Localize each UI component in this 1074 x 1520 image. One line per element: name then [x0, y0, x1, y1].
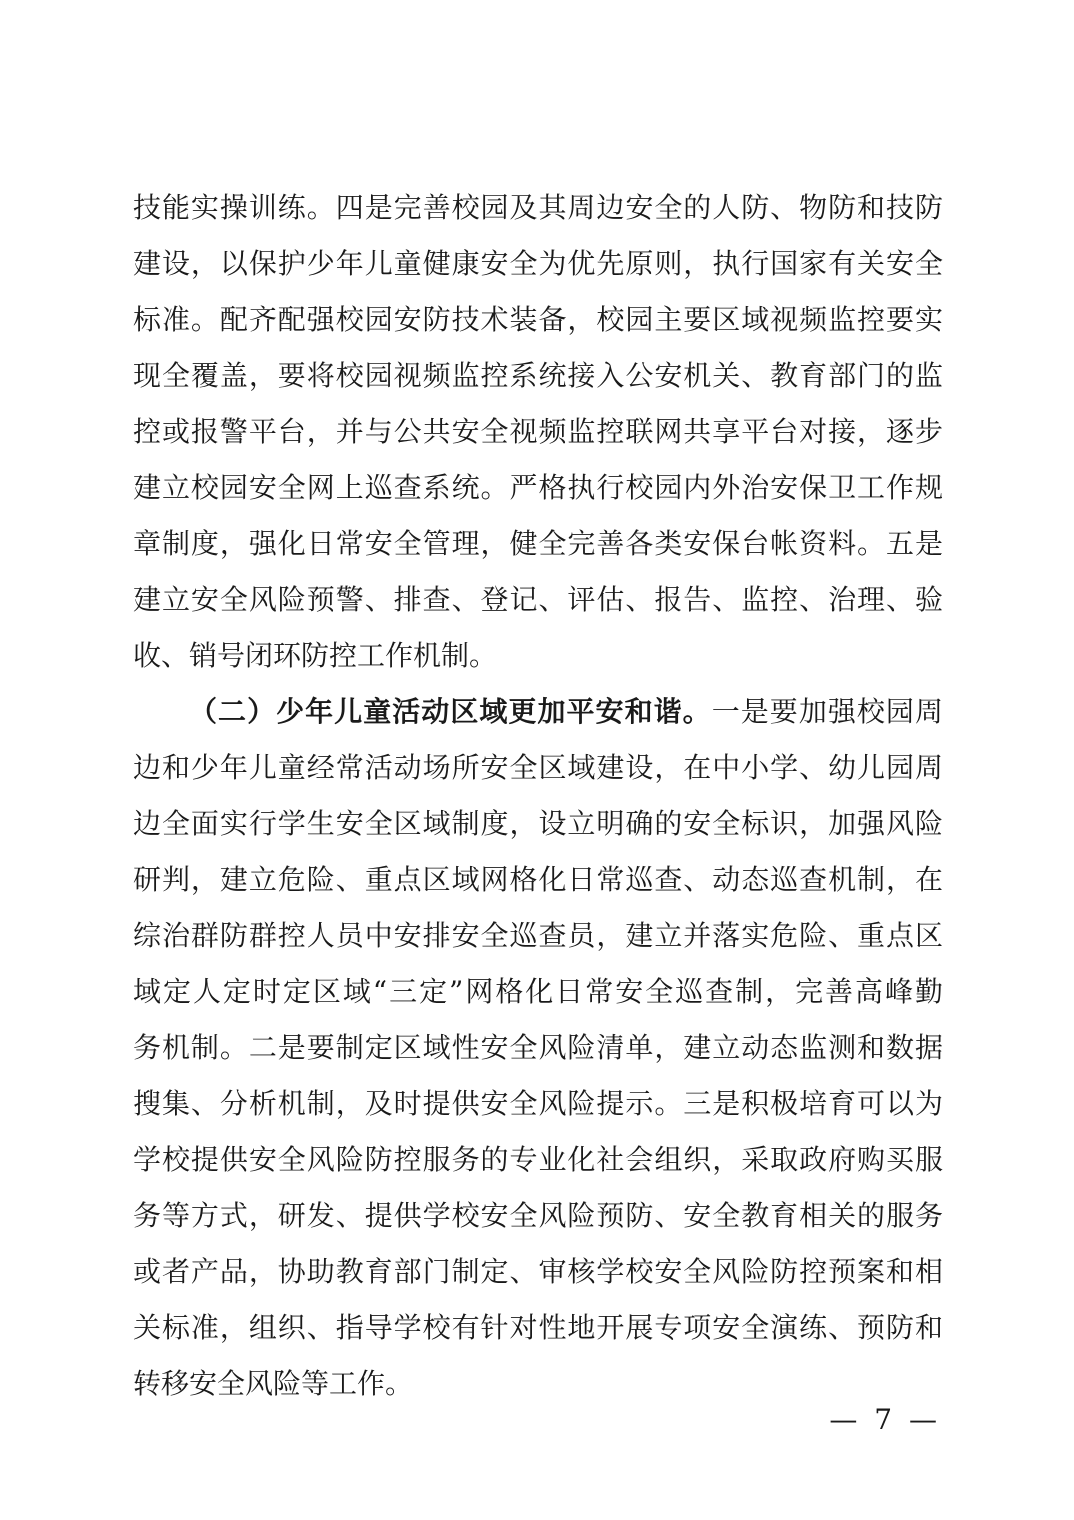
document-body [133, 180, 943, 1412]
text-line: 收、销号闭环防控工作机制。 [133, 639, 498, 672]
text-line: 域定人定时定区域“三定”网格化日常安全巡查制，完善高峰勤 [133, 975, 943, 1008]
text-line: 搜集、分析机制，及时提供安全风险提示。三是积极培育可以为 [133, 1087, 943, 1120]
text-line: 关标准，组织、指导学校有针对性地开展专项安全演练、预防和 [133, 1311, 943, 1344]
text-line: 建设，以保护少年儿童健康安全为优先原则，执行国家有关安全 [133, 247, 943, 280]
text-line: 转移安全风险等工作。 [133, 1367, 414, 1400]
paragraph-1 [133, 180, 943, 684]
text-line: 标准。配齐配强校园安防技术装备，校园主要区域视频监控要实 [133, 303, 943, 336]
text-line: 控或报警平台，并与公共安全视频监控联网共享平台对接，逐步 [133, 415, 943, 448]
text-line: 建立校园安全网上巡查系统。严格执行校园内外治安保卫工作规 [133, 471, 943, 504]
text-line: 或者产品，协助教育部门制定、审核学校安全风险防控预案和相 [133, 1255, 943, 1288]
text-line: 建立安全风险预警、排查、登记、评估、报告、监控、治理、验 [133, 583, 943, 616]
text-line: 章制度，强化日常安全管理，健全完善各类安保台帐资料。五是 [133, 527, 943, 560]
text-line: 学校提供安全风险防控服务的专业化社会组织，采取政府购买服 [133, 1143, 943, 1176]
paragraph-2 [133, 684, 943, 1412]
section-heading: （二）少年儿童活动区域更加平安和谐。 [189, 695, 712, 728]
text-line: 务等方式，研发、提供学校安全风险预防、安全教育相关的服务 [133, 1199, 943, 1232]
text-line: 现全覆盖，要将校园视频监控系统接入公安机关、教育部门的监 [133, 359, 943, 392]
paragraph-first-line [133, 684, 943, 740]
text-segment: 一是要加强校园周 [711, 695, 943, 728]
page-number: — 7 — [829, 1403, 941, 1436]
text-line: 边和少年儿童经常活动场所安全区域建设，在中小学、幼儿园周 [133, 751, 943, 784]
text-line: 技能实操训练。四是完善校园及其周边安全的人防、物防和技防 [133, 191, 943, 224]
text-line: 综治群防群控人员中安排安全巡查员，建立并落实危险、重点区 [133, 919, 943, 952]
text-line: 边全面实行学生安全区域制度，设立明确的安全标识，加强风险 [133, 807, 943, 840]
text-line: 研判，建立危险、重点区域网格化日常巡查、动态巡查机制，在 [133, 863, 943, 896]
text-line: 务机制。二是要制定区域性安全风险清单，建立动态监测和数据 [133, 1031, 943, 1064]
